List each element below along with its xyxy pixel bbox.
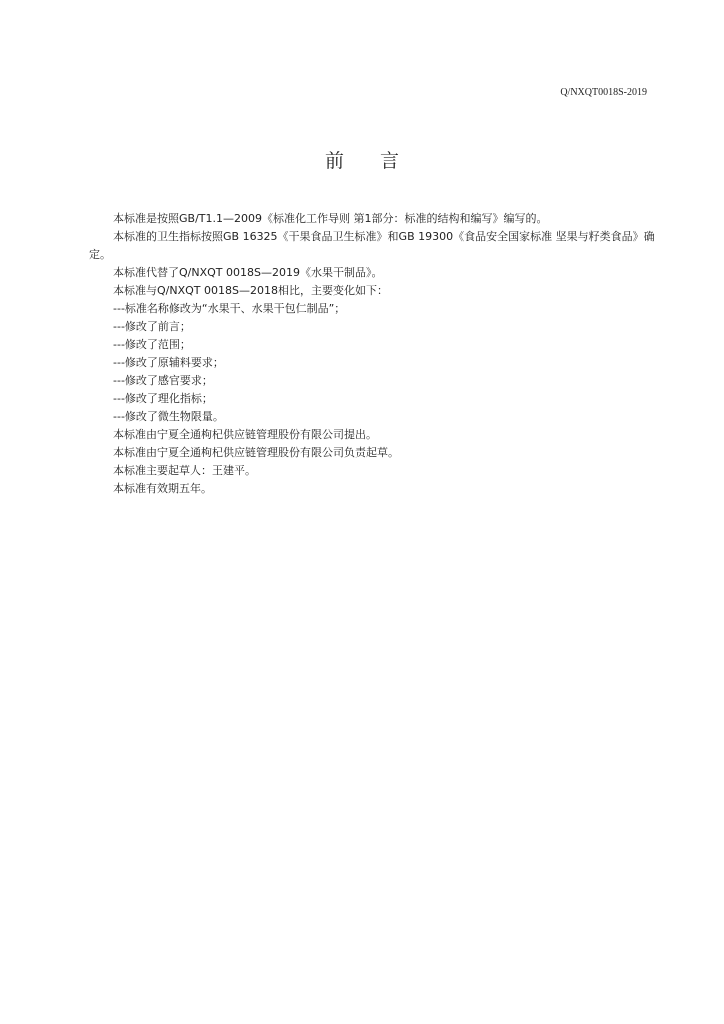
paragraph-drafter-org: 本标准由宁夏全通枸杞供应链管理股份有限公司负责起草。 bbox=[113, 446, 399, 459]
paragraph-basis: 本标准是按照GB/T1.1—2009《标准化工作导则 第1部分：标准的结构和编写》编写的。 bbox=[113, 212, 548, 225]
change-item-sensory: ---修改了感官要求； bbox=[113, 374, 213, 387]
paragraph-hygiene-indicators: 本标准的卫生指标按照GB 16325《干果食品卫生标准》和GB 19300《食品安全国家标准 坚果与籽类食品》确定。 bbox=[89, 230, 655, 261]
paragraph-changes-intro: 本标准与Q/NXQT 0018S—2018相比，主要变化如下： bbox=[113, 284, 388, 297]
change-item-scope: ---修改了范围； bbox=[113, 338, 191, 351]
foreword-body bbox=[89, 210, 661, 498]
paragraph-proposer: 本标准由宁夏全通枸杞供应链管理股份有限公司提出。 bbox=[113, 428, 377, 441]
change-item-foreword: ---修改了前言； bbox=[113, 320, 191, 333]
paragraph-replaces: 本标准代替了Q/NXQT 0018S—2019《水果干制品》。 bbox=[113, 266, 383, 279]
change-item-name: ---标准名称修改为“水果干、水果干包仁制品”； bbox=[113, 302, 346, 315]
paragraph-main-drafter: 本标准主要起草人：王建平。 bbox=[113, 464, 256, 477]
change-item-raw-materials: ---修改了原辅料要求； bbox=[113, 356, 224, 369]
change-item-microbial: ---修改了微生物限量。 bbox=[113, 410, 224, 423]
title-char-2: 言 bbox=[380, 150, 400, 172]
title-char-1: 前 bbox=[324, 150, 344, 172]
change-item-physicochemical: ---修改了理化指标； bbox=[113, 392, 213, 405]
paragraph-validity: 本标准有效期五年。 bbox=[113, 482, 212, 495]
standard-code: Q/NXQT0018S-2019 bbox=[560, 87, 647, 98]
page-title bbox=[0, 146, 724, 173]
